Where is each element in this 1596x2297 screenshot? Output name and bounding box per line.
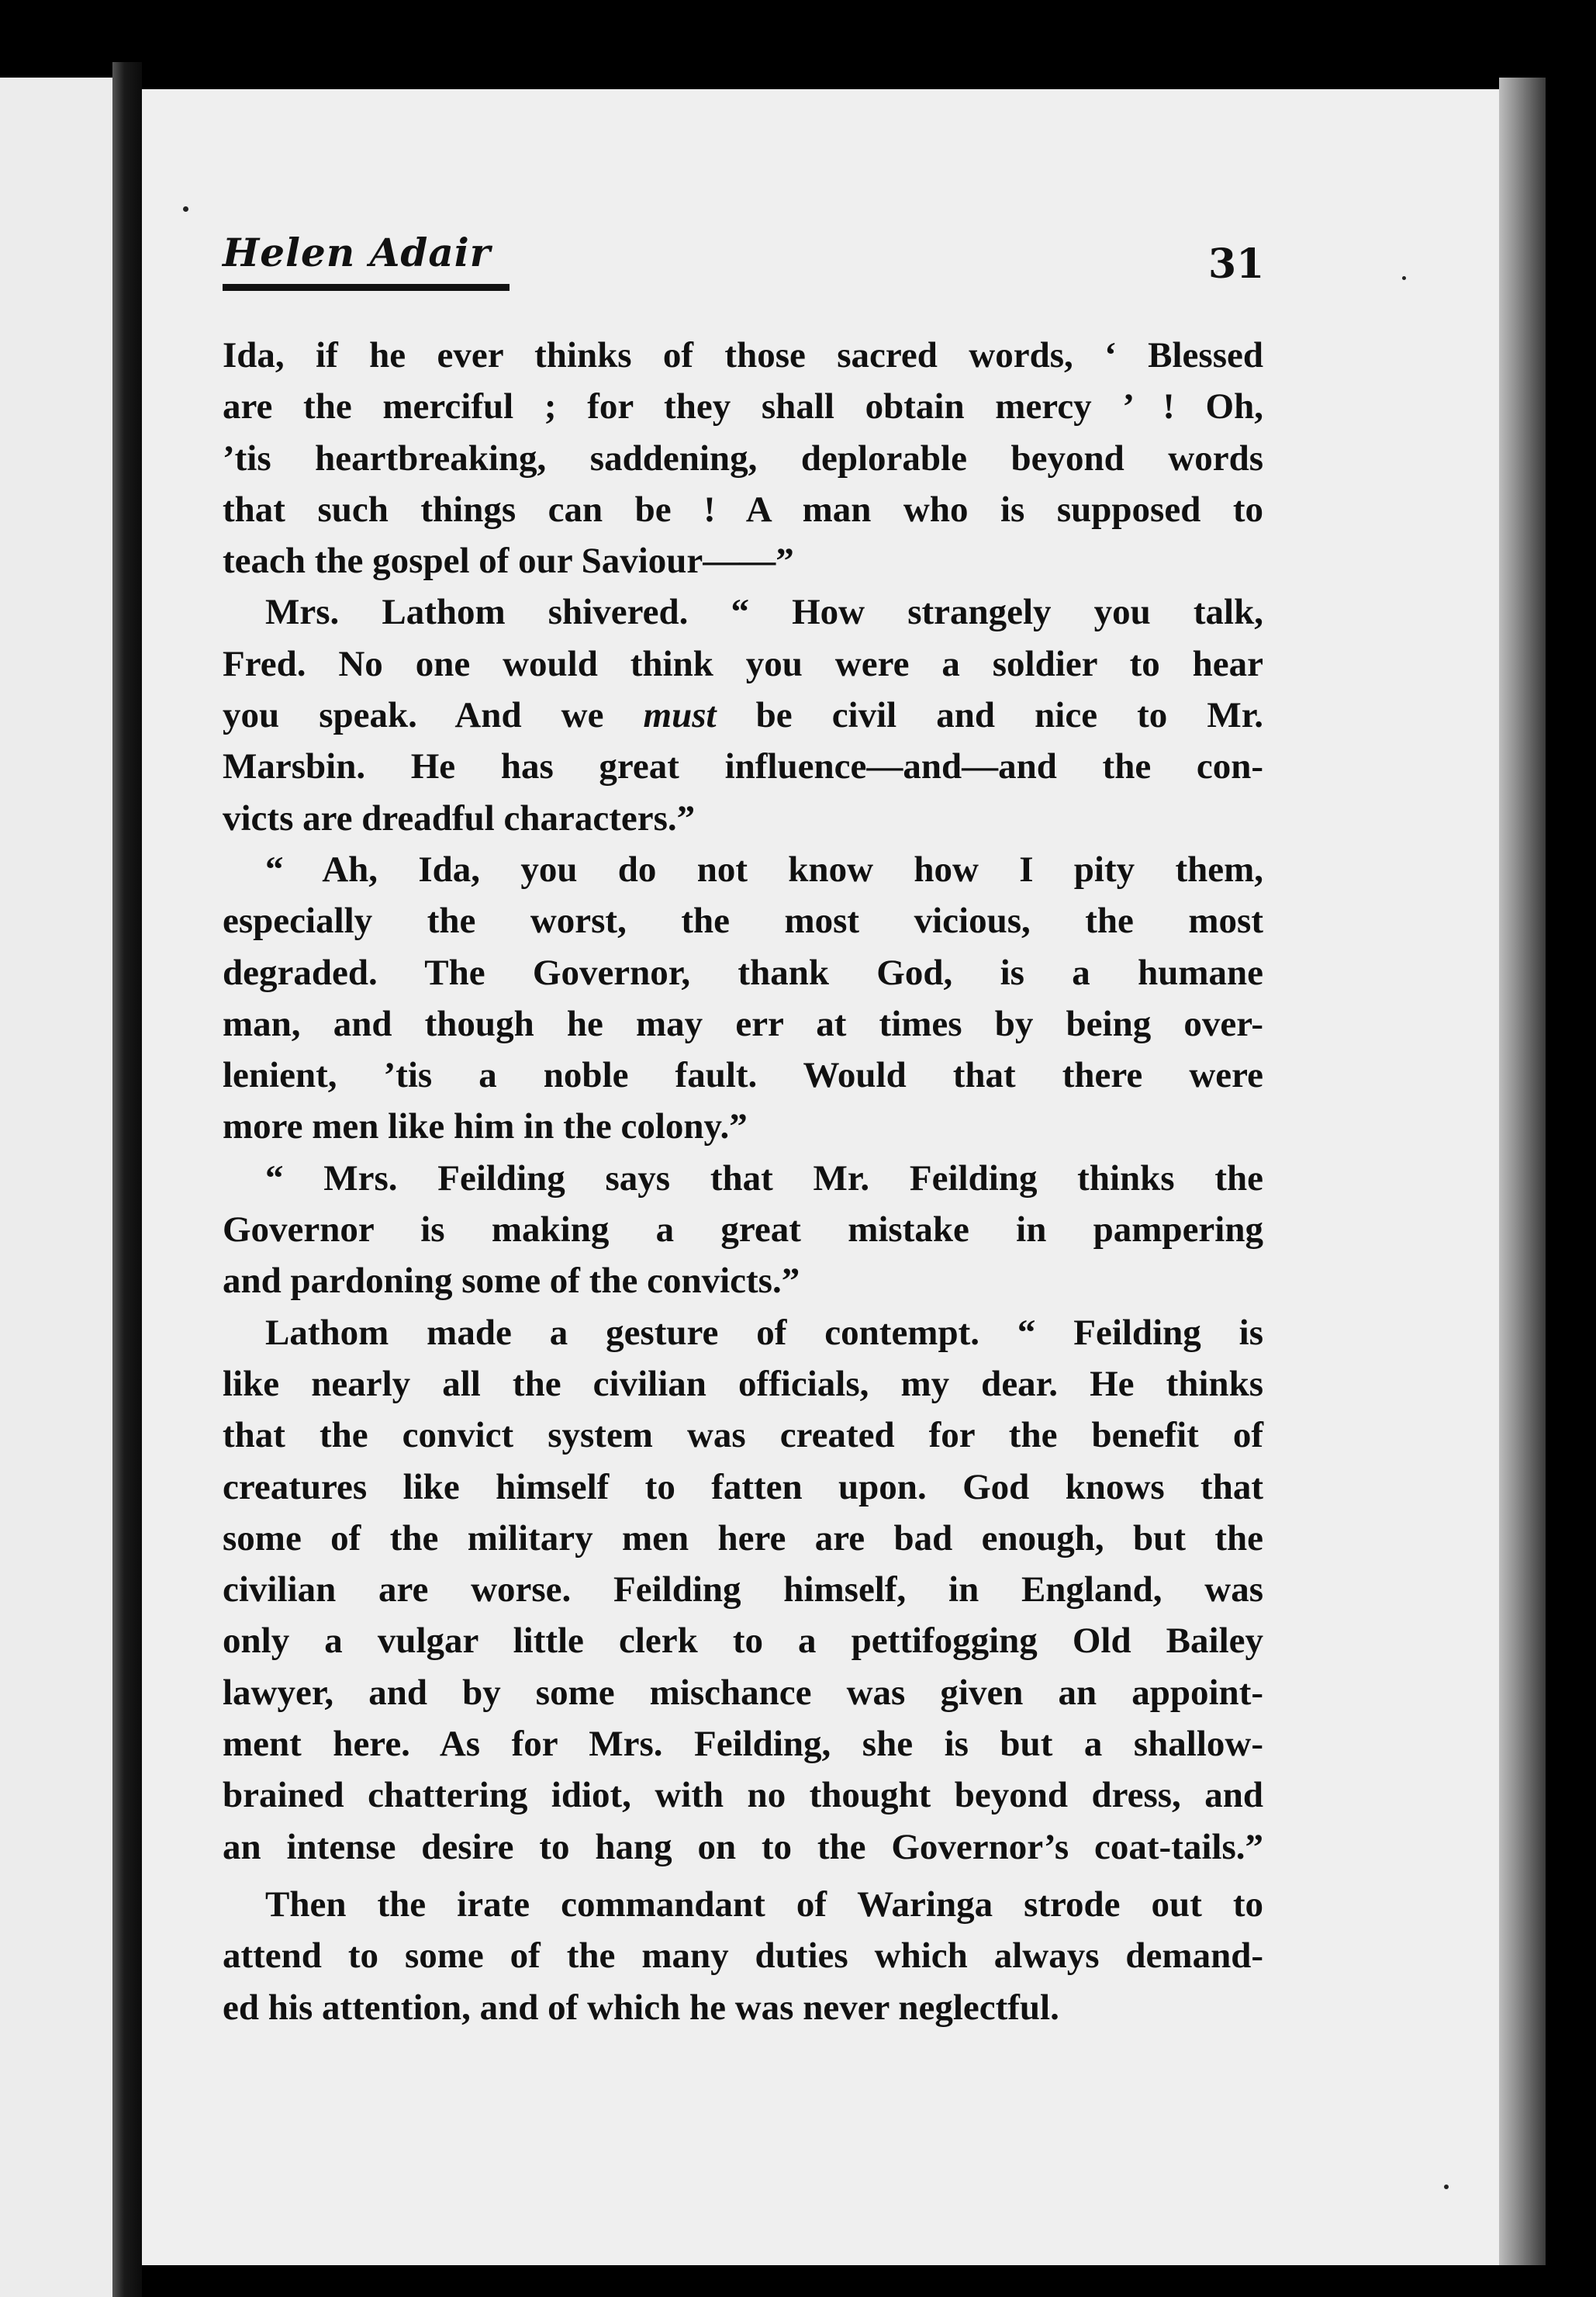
text-line: are the merciful ; for they shall obtain mercy ’ ! Oh,	[223, 386, 1263, 427]
text-line: lenient, ’tis a noble fault. Would that there were	[223, 1055, 1263, 1096]
text-line: man, and though he may err at times by being over-	[223, 1003, 1263, 1044]
text-line: Governor is making a great mistake in pampering	[223, 1209, 1263, 1251]
text-line: victs are dreadful characters.”	[223, 797, 696, 839]
text-line: some of the military men here are bad enough, but the	[223, 1517, 1263, 1558]
text-line: more men like him in the colony.”	[223, 1106, 748, 1147]
text-line: Mrs. Lathom shivered. “ How strangely you talk,	[265, 592, 1263, 633]
text-line: attend to some of the many duties which always demand-	[223, 1935, 1263, 1977]
text-line: Lathom made a gesture of contempt. “ Feilding is	[265, 1312, 1263, 1353]
body-text	[223, 330, 1263, 2033]
text-line: ’tis heartbreaking, saddening, deplorable beyond words	[223, 438, 1263, 479]
text-line: especially the worst, the most vicious, the most	[223, 901, 1263, 942]
text-line: that such things can be ! A man who is supposed to	[223, 489, 1263, 530]
page-edge-shadow	[1499, 78, 1546, 2265]
text-line: Then the irate commandant of Waringa strode out to	[265, 1884, 1263, 1925]
text-line: an intense desire to hang on to the Governor’s coat-tails.”	[223, 1826, 1263, 1867]
text-line: Ida, if he ever thinks of those sacred words, ‘ Blessed	[223, 335, 1263, 375]
text-line: like nearly all the civilian officials, my dear. He thinks	[223, 1363, 1263, 1404]
text-line: Fred. No one would think you were a soldier to hear	[223, 643, 1263, 684]
text-line: Marsbin. He has great influence—and—and the con-	[223, 746, 1263, 787]
text-line: brained chattering idiot, with no thought beyond dress, and	[223, 1775, 1263, 1816]
text-line: civilian are worse. Feilding himself, in England, was	[223, 1569, 1263, 1610]
text-line: “ Mrs. Feilding says that Mr. Feilding thinks the	[265, 1157, 1263, 1199]
text-line: and pardoning some of the convicts.”	[223, 1261, 800, 1302]
emphasis-word: must	[643, 695, 717, 736]
running-head: Helen Adair	[223, 230, 492, 275]
text-run: be civil and nice to Mr.	[716, 695, 1263, 736]
text-line: that the convict system was created for the benefit of	[223, 1415, 1263, 1456]
scan-speck	[1444, 2185, 1449, 2189]
page-number: 31	[1208, 240, 1265, 288]
text-run: you speak. And we	[223, 695, 644, 736]
text-line: ed his attention, and of which he was never neglectful.	[223, 1987, 1059, 2028]
text-line: teach the gospel of our Saviour——”	[223, 541, 794, 582]
book-gutter	[112, 62, 142, 2297]
facing-page-edge	[0, 78, 112, 2297]
running-head-rule	[223, 284, 510, 291]
text-line: only a vulgar little clerk to a pettifogging Old Bailey	[223, 1621, 1263, 1662]
text-line: “ Ah, Ida, you do not know how I pity them,	[265, 849, 1263, 890]
text-line: creatures like himself to fatten upon. God knows that	[223, 1466, 1263, 1507]
text-line	[223, 690, 1263, 741]
scan-speck	[183, 206, 188, 212]
text-line: degraded. The Governor, thank God, is a humane	[223, 952, 1263, 993]
text-line: lawyer, and by some mischance was given an appoint-	[223, 1672, 1263, 1713]
text-line: ment here. As for Mrs. Feilding, she is but a shallow-	[223, 1724, 1263, 1765]
scan-speck	[1402, 276, 1406, 280]
